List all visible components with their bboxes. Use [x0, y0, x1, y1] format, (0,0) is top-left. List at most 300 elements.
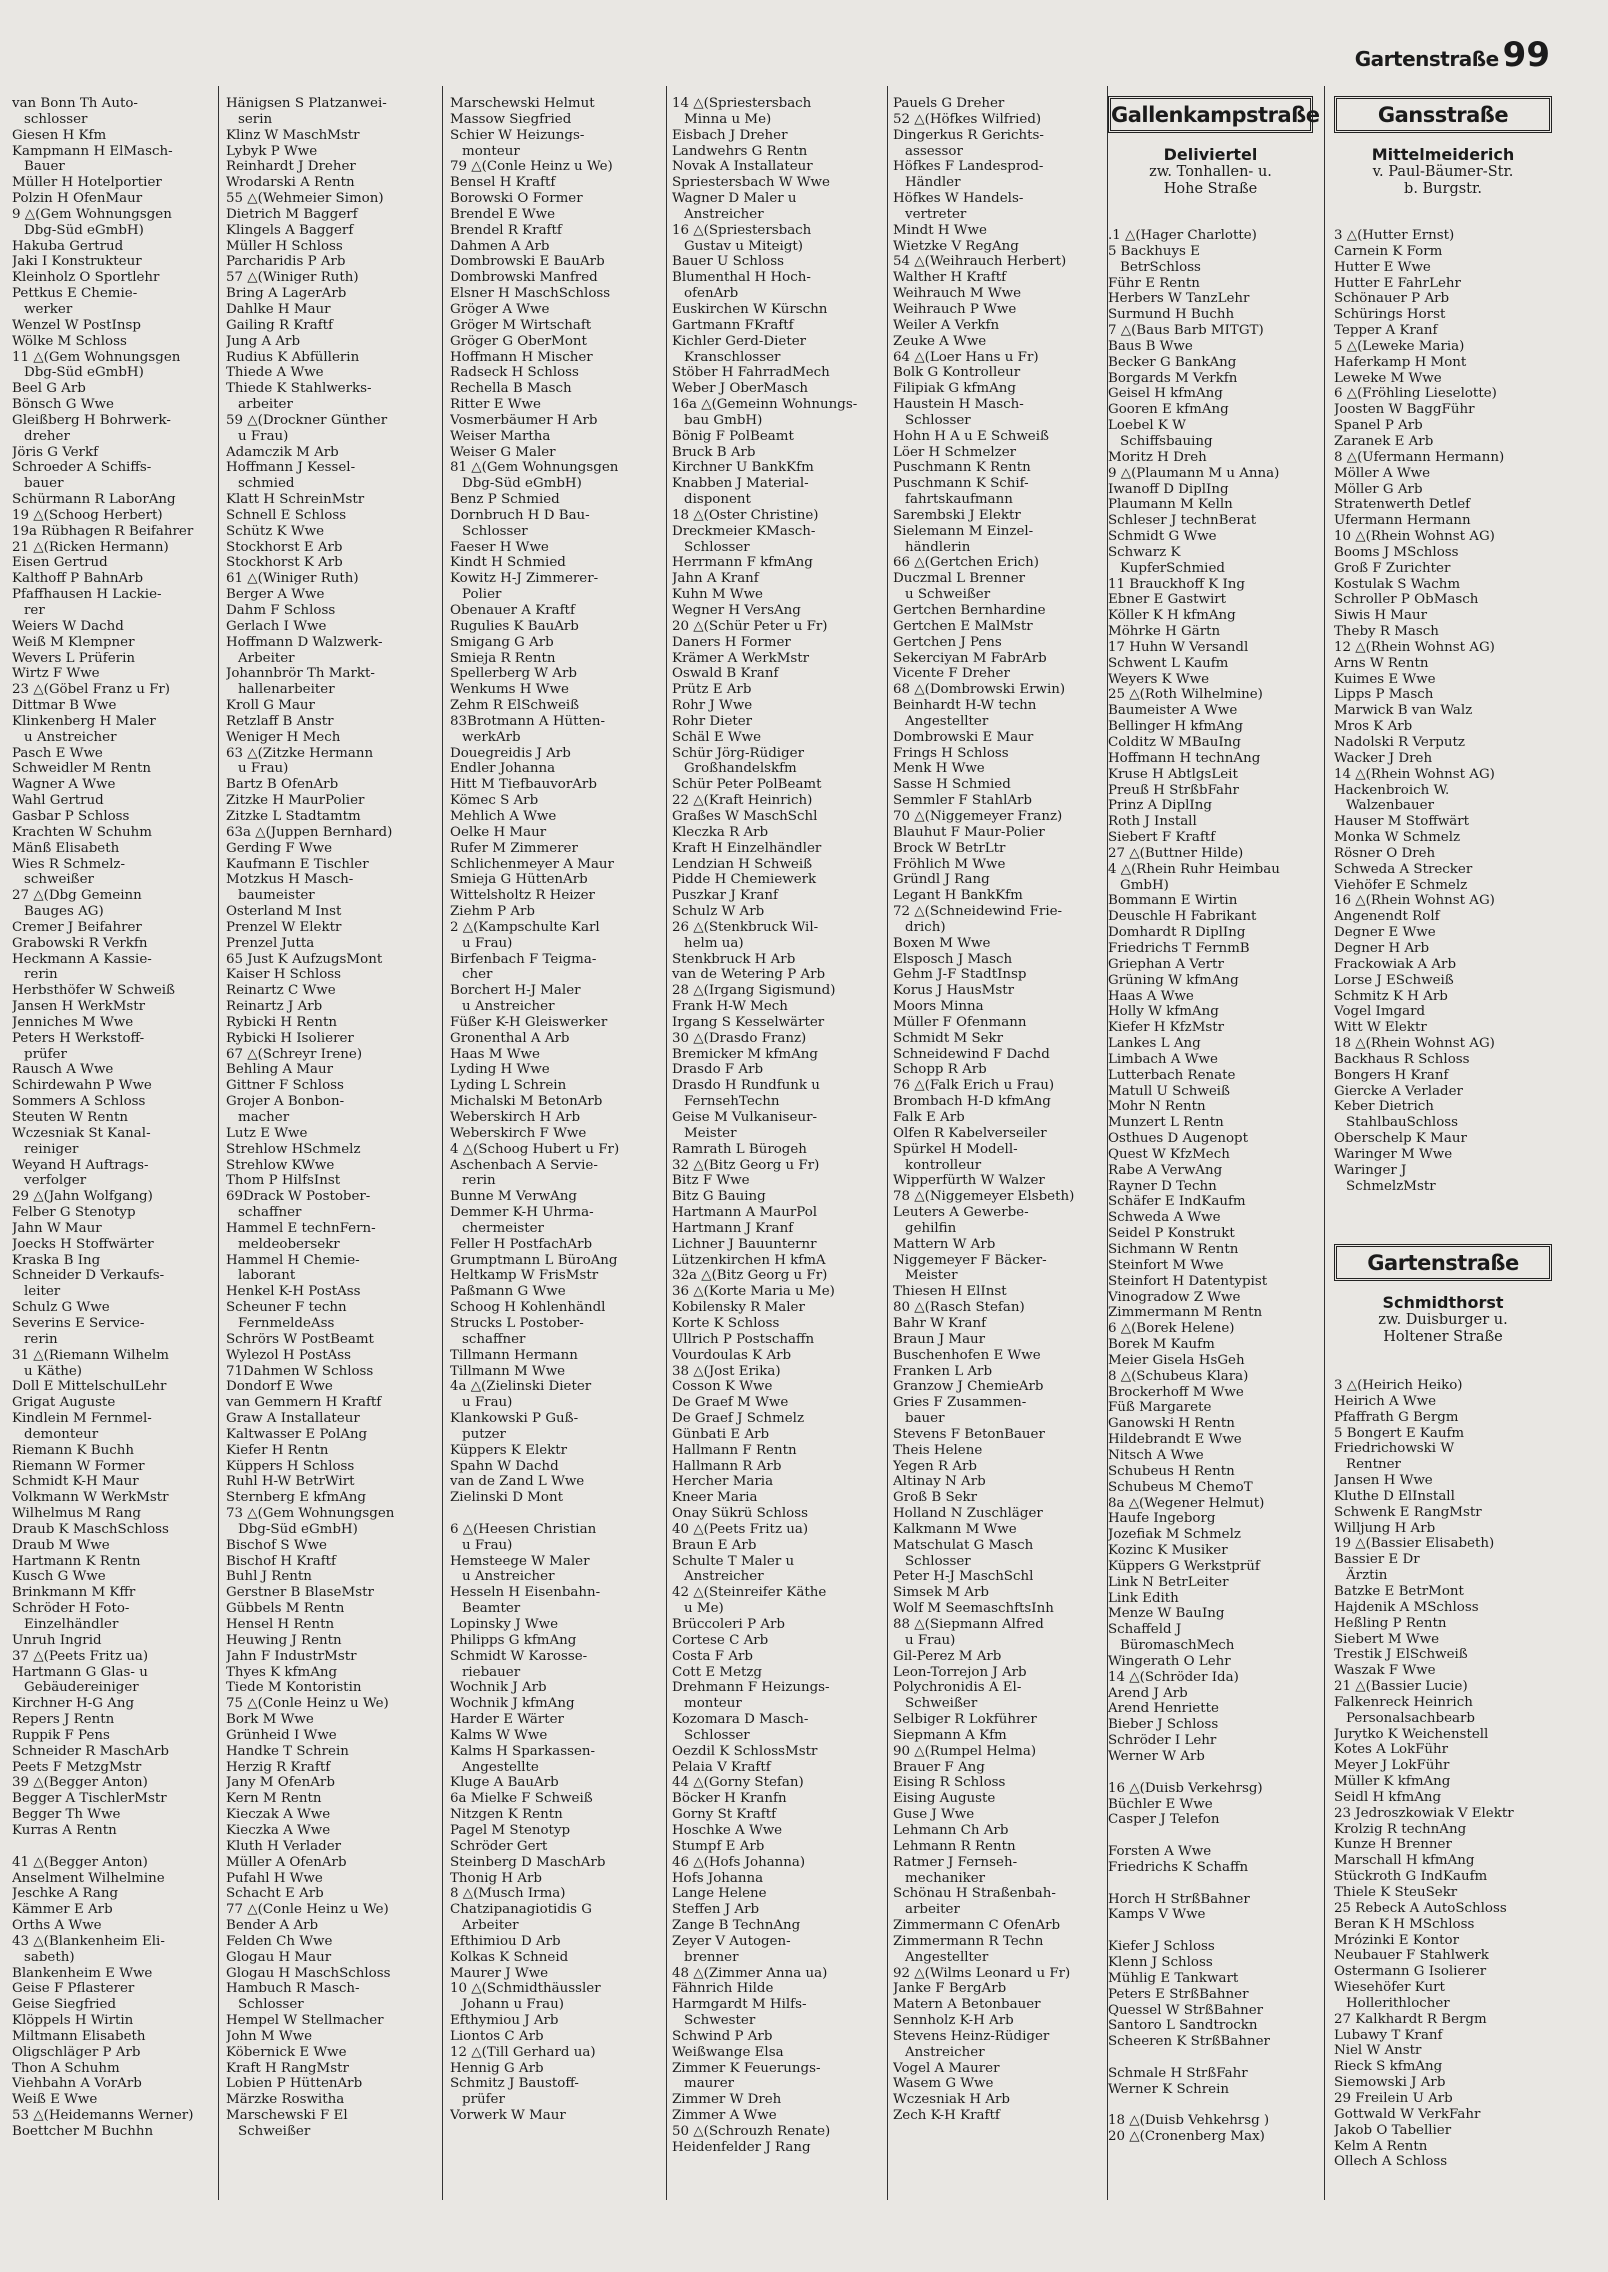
directory-entry: 31 △(Riemann Wilhelm — [12, 1347, 169, 1363]
directory-entry: Quessel W StrßBahner — [1108, 2002, 1264, 2018]
directory-entry: Graßes W MaschSchl — [672, 808, 818, 824]
directory-entry: Drehmann F Heizungs- — [672, 1680, 830, 1696]
district-name: Deliviertel — [1163, 145, 1258, 164]
directory-entry: Kowitz H-J Zimmerer- — [450, 571, 599, 587]
directory-entry: Lehmann Ch Arb — [893, 1822, 1009, 1838]
directory-entry: Mros K Arb — [1334, 719, 1413, 735]
directory-entry: Schneider D Verkaufs- — [12, 1268, 165, 1284]
directory-entry: werkArb — [462, 729, 521, 745]
directory-entry: Draub M Wwe — [12, 1537, 110, 1553]
directory-entry: Backhaus R Schloss — [1334, 1051, 1470, 1067]
directory-entry: Zimmer W Dreh — [672, 2092, 782, 2108]
directory-entry: Endler Johanna — [450, 761, 556, 777]
directory-entry: Felden Ch Wwe — [226, 1933, 333, 1949]
directory-entry: Kiefer H KfzMstr — [1108, 1020, 1225, 1036]
directory-entry: Müller K kfmAng — [1334, 1774, 1451, 1790]
directory-entry: 14 △(Spriestersbach — [672, 96, 812, 111]
directory-entry: Wirtz F Wwe — [12, 666, 100, 682]
directory-entry: Wczesniak St Kanal- — [12, 1125, 151, 1141]
directory-entry: Novak A Installateur — [672, 159, 813, 175]
directory-entry: Weihrauch M Wwe — [893, 286, 1022, 302]
directory-entry: Sielemann M Einzel- — [893, 523, 1034, 539]
directory-entry: Angestellter — [905, 713, 989, 729]
directory-entry: Tepper A Kranf — [1334, 323, 1438, 339]
directory-entry: Geise Siegfried — [12, 1997, 117, 2013]
directory-entry: 32a △(Bitz Georg u Fr) — [672, 1268, 828, 1284]
directory-entry: Pidde H Chemiewerk — [672, 872, 817, 888]
directory-entry: Dietrich M Baggerf — [226, 206, 358, 222]
directory-entry: Thonig H Arb — [450, 1870, 542, 1886]
directory-entry: Pasch E Wwe — [12, 745, 103, 761]
directory-entry: Hoffmann H technAng — [1108, 750, 1261, 766]
directory-entry: Zange B TechnAng — [672, 1918, 801, 1934]
directory-entry: StahlbauSchloss — [1346, 1115, 1459, 1131]
directory-entry: Trestik J ElSchweiß — [1334, 1647, 1468, 1663]
directory-entry: 4 △(Schoog Hubert u Fr) — [450, 1141, 620, 1157]
directory-entry: Bassier E Dr — [1334, 1552, 1420, 1568]
directory-entry: macher — [238, 1110, 290, 1125]
directory-entry: Gertchen E MalMstr — [893, 618, 1033, 634]
directory-entry: Rohr Dieter — [672, 713, 753, 729]
directory-entry: Seidl H kfmAng — [1334, 1789, 1442, 1805]
directory-entry: Paßmann G Wwe — [450, 1284, 566, 1300]
directory-entry: Thon A Schuhm — [12, 2060, 120, 2076]
directory-entry: Kömec S Arb — [450, 793, 539, 809]
directory-entry: Schlosser — [684, 539, 750, 555]
directory-entry: Dbg-Süd eGmbH) — [238, 1521, 358, 1537]
directory-entry: Johann u Frau) — [462, 1997, 564, 2013]
directory-entry: u Frau) — [462, 1395, 513, 1411]
directory-entry: 16a △(Gemeinn Wohnungs- — [672, 397, 858, 413]
directory-entry: Munzert L Rentn — [1108, 1115, 1224, 1131]
district-name: Mittelmeiderich — [1371, 145, 1515, 164]
directory-entry: Schacht E Arb — [226, 1886, 324, 1902]
directory-entry: Löer H Schmelzer — [893, 444, 1017, 460]
directory-entry: Bauges AG) — [24, 904, 104, 920]
directory-entry: Grabowski R Verkfn — [12, 935, 148, 951]
directory-entry: Bahr W Kranf — [893, 1315, 987, 1331]
directory-entry: riebauer — [462, 1664, 521, 1680]
directory-entry: Sternberg E kfmAng — [226, 1490, 366, 1506]
directory-entry: 64 △(Loer Hans u Fr) — [893, 349, 1039, 365]
street-title: Gansstraße — [1334, 96, 1552, 133]
directory-entry: Kluthe D ElInstall — [1334, 1488, 1455, 1504]
directory-entry: Nitsch A Wwe — [1108, 1447, 1204, 1463]
directory-entry: Friedrichowski W — [1334, 1441, 1455, 1457]
directory-entry: arbeiter — [905, 1902, 960, 1918]
directory-entry: Groß F Zurichter — [1334, 560, 1451, 576]
directory-entry: 17 Huhn W Versandl — [1108, 639, 1249, 655]
directory-entry: Draub K MaschSchloss — [12, 1521, 169, 1537]
directory-entry: Wochnik J kfmAng — [450, 1696, 575, 1712]
directory-entry — [1108, 1923, 1318, 1939]
directory-entry: Wingerath O Lehr — [1108, 1653, 1231, 1669]
directory-entry: Kirchner U BankKfm — [672, 460, 814, 476]
directory-entry: Doll E MittelschulLehr — [12, 1379, 167, 1395]
directory-entry: vertreter — [905, 206, 967, 222]
directory-entry: Wochnik J Arb — [450, 1680, 547, 1696]
directory-entry: Mindt H Wwe — [893, 222, 987, 238]
directory-entry: Schmitz K H Arb — [1334, 988, 1448, 1004]
directory-entry: Pauels G Dreher — [893, 96, 1005, 111]
directory-entry: Puszkar J Kranf — [672, 888, 778, 904]
directory-entry: 44 △(Gorny Stefan) — [672, 1775, 804, 1791]
directory-entry: Holland N Zuschläger — [893, 1506, 1043, 1522]
directory-entry: Peter H-J MaschSchl — [893, 1569, 1034, 1585]
directory-entry: 46 △(Hofs Johanna) — [672, 1854, 806, 1870]
directory-entry: Leon-Torrejon J Arb — [893, 1664, 1027, 1680]
directory-entry: Ruppik F Pens — [12, 1727, 110, 1743]
directory-entry: Ramrath L Bürogeh — [672, 1141, 807, 1157]
directory-entry: Griephan A Vertr — [1108, 956, 1224, 972]
directory-entry: Schürings Horst — [1334, 307, 1446, 323]
directory-entry: 80 △(Rasch Stefan) — [893, 1300, 1025, 1316]
directory-entry: 16 △(Duisb Verkehrsg) — [1108, 1780, 1263, 1796]
directory-entry: Hollerithlocher — [1346, 1995, 1450, 2011]
directory-entry: Wegner H VersAng — [672, 603, 801, 618]
directory-entry: Schoog H Kohlenhändl — [450, 1300, 606, 1316]
directory-entry: Peters H Werkstoff- — [12, 1030, 145, 1046]
directory-entry: Riemann W Former — [12, 1458, 145, 1474]
directory-entry: Pfaffrath G Bergm — [1334, 1409, 1459, 1425]
directory-entry: Kiefer H Rentn — [226, 1442, 329, 1458]
directory-entry: Rugulies K BauArb — [450, 618, 579, 634]
directory-entry: schlosser — [24, 111, 88, 127]
directory-entry: dreher — [24, 428, 70, 444]
street-section-gartenstrasse — [1334, 1244, 1552, 1346]
directory-entry: Köbernick E Wwe — [226, 2044, 347, 2060]
directory-entry: Günbati E Arb — [672, 1426, 770, 1442]
directory-entry: Haas A Wwe — [1108, 988, 1194, 1004]
directory-entry: Spellerberg W Arb — [450, 666, 577, 682]
directory-entry: Vorwerk W Maur — [450, 2108, 566, 2124]
directory-entry: Gailing R Kraftf — [226, 317, 334, 333]
directory-entry: Hauser M Stoffwärt — [1334, 814, 1470, 830]
directory-entry: Vicente F Dreher — [893, 666, 1010, 682]
directory-entry: Lichner J Bauunternr — [672, 1236, 817, 1252]
directory-entry: Meyer J LokFühr — [1334, 1758, 1450, 1774]
directory-entry: Anstreicher — [905, 2044, 985, 2060]
directory-entry: Stenkbruck H Arb — [672, 951, 796, 967]
directory-entry: Liontos C Arb — [450, 2028, 544, 2044]
directory-entry: Semmler F StahlArb — [893, 793, 1032, 809]
directory-entry: Osterland M Inst — [226, 904, 342, 920]
directory-entry: Weißwange Elsa — [672, 2044, 784, 2060]
street-between: zw. Duisburger u. — [1378, 1312, 1508, 1328]
directory-entry: Becker G BankAng — [1108, 354, 1237, 370]
directory-entry: van de Wetering P Arb — [672, 967, 826, 983]
directory-entry: u Anstreicher — [24, 729, 117, 745]
directory-entry: Weiers W Dachd — [12, 618, 124, 634]
directory-entry: Spahn W Dachd — [450, 1458, 559, 1474]
directory-entry: Siemowski J Arb — [1334, 2075, 1446, 2091]
directory-entry: Wrodarski A Rentn — [226, 175, 355, 191]
directory-entry: Moritz H Dreh — [1108, 449, 1207, 465]
directory-entry: u Me) — [684, 1601, 724, 1617]
directory-entry: Thiede A Wwe — [226, 365, 324, 381]
directory-entry: Radseck H Schloss — [450, 365, 579, 381]
directory-entry: Lorse J ESchweiß — [1334, 972, 1454, 988]
directory-entry: Efthimiou D Arb — [450, 1933, 561, 1949]
directory-entry: Hennig G Arb — [450, 2060, 544, 2076]
directory-entry: 18 △(Oster Christine) — [672, 507, 819, 523]
directory-entry — [1108, 1828, 1318, 1844]
directory-entry — [1108, 2098, 1318, 2114]
directory-entry: Buschenhofen E Wwe — [893, 1347, 1041, 1363]
directory-entry: Maurer J Wwe — [450, 1965, 549, 1981]
directory-entry: 3 △(Hutter Ernst) — [1334, 228, 1455, 243]
directory-entry: Arbeiter — [238, 650, 295, 666]
directory-entry: Gerlach I Wwe — [226, 618, 327, 634]
directory-entry: Sekerciyan M FabrArb — [893, 650, 1047, 666]
directory-entry: Glogau H MaschSchloss — [226, 1965, 391, 1981]
directory-entry: 29 Freilein U Arb — [1334, 2090, 1453, 2106]
directory-entry: Schulz W Arb — [672, 904, 765, 920]
directory-entry: Graw A Installateur — [226, 1411, 360, 1427]
directory-entry: Gartmann FKraftf — [672, 317, 794, 333]
directory-entry: Chatzipanagiotidis G — [450, 1902, 592, 1918]
directory-entry: Sennholz K-H Arb — [893, 2013, 1014, 2029]
directory-entry: Lendzian H Schweiß — [672, 856, 813, 872]
directory-entry: Benz P Schmied — [450, 492, 560, 508]
directory-entry: Reinhardt J Dreher — [226, 159, 356, 175]
directory-entry: Smieja G HüttenArb — [450, 872, 588, 888]
directory-entry: assessor — [905, 143, 963, 159]
directory-entry: Füßer K-H Gleiswerker — [450, 1014, 608, 1030]
directory-entry: Seidel P Konstrukt — [1108, 1226, 1235, 1242]
directory-entry: Bolk G Kontrolleur — [893, 365, 1021, 381]
directory-entry: Kozinc K Musiker — [1108, 1543, 1228, 1559]
directory-entry: 14 △(Rhein Wohnst AG) — [1334, 766, 1495, 782]
directory-entry: Olfen R Kabelverseiler — [893, 1125, 1047, 1141]
directory-entry: Märzke Roswitha — [226, 2092, 345, 2108]
directory-entry: 43 △(Blankenheim Eli- — [12, 1933, 165, 1949]
directory-entry: 8a △(Wegener Helmut) — [1108, 1495, 1265, 1511]
directory-entry: Surmund H Buchh — [1108, 307, 1235, 323]
directory-entry: Wietzke V RegAng — [893, 238, 1019, 254]
directory-entry: 12 △(Rhein Wohnst AG) — [1334, 639, 1495, 655]
directory-entry: Kuimes E Wwe — [1334, 671, 1436, 687]
directory-entry: Spanel P Arb — [1334, 418, 1423, 434]
directory-entry: GmbH) — [1120, 877, 1169, 893]
directory-entry: 73 △(Gem Wohnungsgen — [226, 1506, 395, 1522]
directory-entry: rerin — [24, 967, 58, 983]
street-between: v. Paul-Bäumer-Str. — [1372, 164, 1514, 180]
street-entries-gallenkampstrasse — [1108, 228, 1318, 2145]
directory-entry: Prinz A DiplIng — [1108, 798, 1212, 814]
directory-entry: Efthymiou J Arb — [450, 2013, 559, 2029]
directory-entry: Drasdo H Rundfunk u — [672, 1078, 820, 1094]
directory-entry: Schwenk E RangMstr — [1334, 1504, 1482, 1520]
directory-entry: Smieja R Rentn — [450, 650, 556, 666]
directory-entry: Bruck B Arb — [672, 444, 756, 460]
directory-entry: Lubawy T Kranf — [1334, 2027, 1443, 2043]
directory-entry: Casper J Telefon — [1108, 1812, 1220, 1828]
directory-entry: Rufer M Zimmerer — [450, 840, 578, 856]
directory-entry: Preuß H StrßbFahr — [1108, 782, 1239, 798]
directory-entry: Geise F Pflasterer — [12, 1981, 135, 1997]
directory-entry: Strucks L Postober- — [450, 1315, 584, 1331]
directory-entry: Groß B Sekr — [893, 1490, 978, 1506]
directory-entry: Weberskirch F Wwe — [450, 1125, 587, 1141]
directory-entry: Marschall H kfmAng — [1334, 1853, 1475, 1869]
directory-entry: KupferSchmied — [1120, 560, 1225, 576]
directory-entry: Philipps G kfmAng — [450, 1632, 577, 1648]
directory-entry: Klinkenberg H Maler — [12, 713, 156, 729]
directory-entry: Stumpf E Arb — [672, 1838, 765, 1854]
directory-entry: FernsehTechn — [684, 1094, 780, 1110]
directory-entry: 8 △(Ufermann Hermann) — [1334, 449, 1505, 465]
directory-entry: Deuschle H Fabrikant — [1108, 909, 1257, 925]
directory-entry: Hartmann G Glas- u — [12, 1664, 148, 1680]
directory-entry: Schwarz K — [1108, 544, 1181, 560]
directory-entry: Wagner A Wwe — [12, 777, 116, 793]
directory-entry: Gries F Zusammen- — [893, 1395, 1027, 1411]
directory-entry: 68 △(Dombrowski Erwin) — [893, 682, 1066, 698]
directory-entry: Nadolski R Verputz — [1334, 735, 1465, 750]
directory-entry: Thiele K SteuSekr — [1334, 1885, 1458, 1900]
directory-entry: Gübbels M Rentn — [226, 1601, 345, 1617]
directory-entry: 19 △(Schoog Herbert) — [12, 507, 163, 523]
directory-entry: Wiesehöfer Kurt — [1334, 1980, 1445, 1996]
directory-entry: Begger A TischlerMstr — [12, 1791, 167, 1807]
directory-entry: Fröhlich M Wwe — [893, 856, 1006, 872]
directory-entry: BetrSchloss — [1120, 259, 1201, 275]
column-divider — [666, 86, 667, 2200]
directory-entry: Lankes L Ang — [1108, 1036, 1201, 1052]
directory-entry: Hänigsen S Platzanwei- — [226, 96, 387, 111]
directory-entry: Weiß M Klempner — [12, 634, 135, 650]
column-divider — [1324, 86, 1325, 2200]
directory-entry: Boxen M Wwe — [893, 935, 991, 951]
directory-entry: Menze W BauIng — [1108, 1606, 1225, 1622]
directory-entry: 25 △(Roth Wilhelmine) — [1108, 687, 1263, 703]
directory-entry: Hofs Johanna — [672, 1870, 764, 1886]
directory-entry: Friedrichs T FernmB — [1108, 940, 1250, 956]
directory-entry: Ostermann G Isolierer — [1334, 1964, 1487, 1980]
directory-entry: Link N BetrLeiter — [1108, 1574, 1229, 1590]
listing-column-3 — [450, 96, 662, 2124]
directory-entry: Strehlow HSchmelz — [226, 1141, 361, 1157]
directory-entry: 6a Mielke F Schweiß — [450, 1791, 593, 1807]
directory-entry: Fähnrich Hilde — [672, 1981, 774, 1997]
directory-entry: Michalski M BetonArb — [450, 1094, 603, 1110]
directory-entry: Jurytko K Weichenstell — [1334, 1726, 1489, 1742]
directory-entry: Oberschelp K Maur — [1334, 1131, 1467, 1147]
directory-entry: Kostulak S Wachm — [1334, 576, 1461, 592]
directory-entry: fahrtskaufmann — [905, 492, 1013, 508]
directory-entry: Haas M Wwe — [450, 1046, 540, 1062]
directory-entry: Lützenkirchen H kfmA — [672, 1252, 826, 1268]
directory-entry: Kleinholz O Sportlehr — [12, 270, 160, 286]
directory-entry: Schäfer E IndKaufm — [1108, 1194, 1246, 1210]
directory-entry: 53 △(Heidemanns Werner) — [12, 2108, 194, 2124]
directory-entry: Puschmann K Schif- — [893, 476, 1029, 492]
district-name: Schmidthorst — [1382, 1293, 1504, 1312]
directory-entry: Meister — [684, 1125, 737, 1141]
directory-entry: Grojer A Bonbon- — [226, 1094, 345, 1110]
directory-entry: Daners H Former — [672, 634, 791, 650]
directory-entry: Schäl E Wwe — [672, 729, 762, 745]
directory-entry: 4a △(Zielinski Dieter — [450, 1379, 592, 1395]
directory-entry: Schröder H Foto- — [12, 1601, 130, 1617]
directory-entry: Holly W kfmAng — [1108, 1004, 1219, 1020]
directory-entry: Anstreicher — [684, 1569, 764, 1585]
listing-column-4 — [672, 96, 884, 2156]
directory-entry: Beel G Arb — [12, 381, 86, 397]
directory-entry: Bork M Wwe — [226, 1712, 314, 1728]
directory-entry: Dbg-Süd eGmbH) — [24, 365, 144, 381]
directory-entry: Pfaffhausen H Lackie- — [12, 587, 162, 603]
directory-entry: Kelm A Rentn — [1334, 2138, 1428, 2154]
directory-entry: Wagner D Maler u — [672, 191, 797, 207]
directory-entry: Jenniches M Wwe — [12, 1014, 134, 1030]
directory-entry: Heidenfelder J Rang — [672, 2139, 811, 2155]
directory-entry: Ufermann Hermann — [1334, 513, 1471, 529]
directory-entry: Falkenreck Heinrich — [1334, 1694, 1473, 1710]
directory-entry: 9 △(Plaumann M u Anna) — [1108, 465, 1280, 481]
directory-entry: Rösner O Dreh — [1334, 845, 1436, 861]
directory-entry: Kamps V Wwe — [1108, 1907, 1206, 1923]
directory-entry: Kranschlosser — [684, 349, 781, 365]
directory-entry: Moors Minna — [893, 999, 984, 1015]
directory-entry: Link Edith — [1108, 1590, 1179, 1606]
directory-entry: Retzlaff B Anstr — [226, 713, 334, 729]
directory-entry: Grünheid I Wwe — [226, 1727, 337, 1743]
directory-entry: Dombrowski E BauArb — [450, 254, 605, 270]
directory-entry: Hoffmann D Walzwerk- — [226, 634, 383, 650]
directory-entry: 57 △(Winiger Ruth) — [226, 270, 359, 286]
directory-entry: Cosson K Wwe — [672, 1379, 773, 1395]
directory-entry: Kieczka A Wwe — [226, 1822, 331, 1838]
directory-entry: Klatt H SchreinMstr — [226, 492, 365, 508]
directory-entry: Jaki I Konstrukteur — [12, 254, 142, 270]
directory-entry: Möller A Wwe — [1334, 465, 1430, 481]
directory-entry: Theis Helene — [893, 1442, 983, 1458]
directory-entry: Hammel H Chemie- — [226, 1252, 360, 1268]
directory-entry: Dondorf E Wwe — [226, 1379, 333, 1395]
directory-entry: Schmidt M Sekr — [893, 1030, 1004, 1046]
directory-entry: Gebäudereiniger — [24, 1680, 139, 1696]
directory-entry: Beran K H MSchloss — [1334, 1916, 1475, 1932]
directory-entry: Elsner H MaschSchloss — [450, 286, 611, 302]
directory-entry: Repers J Rentn — [12, 1712, 115, 1728]
directory-entry: Witt W Elektr — [1334, 1020, 1427, 1036]
directory-entry: Schmale H StrßFahr — [1108, 2065, 1248, 2081]
directory-entry: Friedrichs K Schaffn — [1108, 1859, 1249, 1875]
directory-entry: 9 △(Gem Wohnungsgen — [12, 206, 172, 222]
directory-entry: Braun E Arb — [672, 1537, 757, 1553]
street-entries-gartenstrasse — [1334, 1378, 1556, 2170]
directory-entry: Ärztin — [1346, 1568, 1388, 1584]
directory-entry: Wilhelmus M Rang — [12, 1506, 141, 1522]
directory-entry: 16 △(Rhein Wohnst AG) — [1334, 893, 1495, 909]
directory-entry: Zielinski D Mont — [450, 1490, 563, 1506]
directory-entry: Dombrowski Manfred — [450, 270, 598, 286]
directory-entry: Zimmermann M Rentn — [1108, 1305, 1263, 1321]
directory-entry: 5 △(Leweke Maria) — [1334, 338, 1465, 354]
directory-entry: 88 △(Siepmann Alfred — [893, 1617, 1044, 1632]
directory-entry: 3 △(Heirich Heiko) — [1334, 1378, 1463, 1393]
directory-entry: Schür Jörg-Rüdiger — [672, 745, 804, 761]
directory-entry: Ullrich P Postschaffn — [672, 1331, 815, 1347]
directory-entry: Adamczik M Arb — [226, 444, 339, 460]
directory-entry: Vogel Imgard — [1334, 1004, 1426, 1020]
directory-entry: Kruse H AbtlgsLeit — [1108, 766, 1238, 782]
directory-entry: Ritter E Wwe — [450, 397, 541, 413]
directory-entry: Kampmann H ElMasch- — [12, 143, 173, 159]
directory-entry: Kaiser H Schloss — [226, 967, 342, 983]
